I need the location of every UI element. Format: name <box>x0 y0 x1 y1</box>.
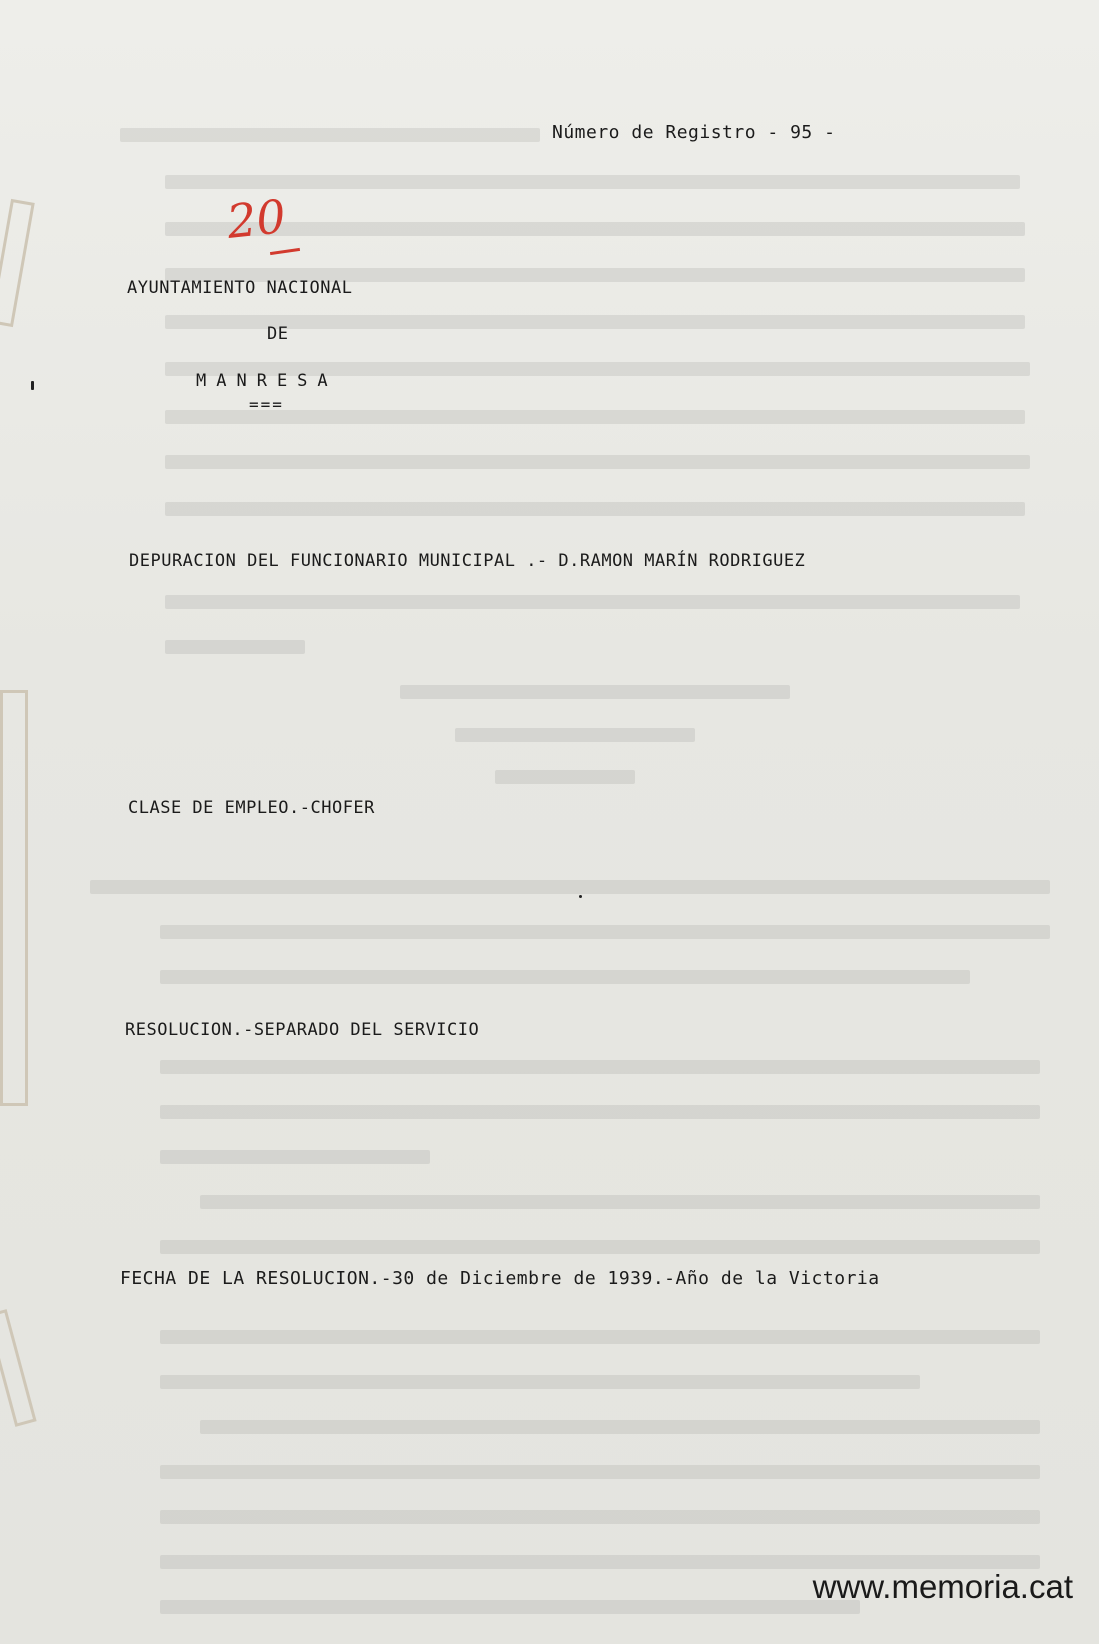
bleed-through-line <box>160 970 970 984</box>
source-watermark: www.memoria.cat <box>812 1568 1073 1605</box>
bleed-through-line <box>160 1240 1040 1254</box>
bleed-through-line <box>160 1150 430 1164</box>
resolution-date: FECHA DE LA RESOLUCION.-30 de Diciembre de 1939.-Año de la Victoria <box>120 1268 880 1289</box>
bleed-through-line <box>165 222 1025 236</box>
handwritten-annotation: 20 <box>224 189 289 249</box>
bleed-through-line <box>400 685 790 699</box>
bleed-through-line <box>165 640 305 654</box>
organization-underline: === <box>249 395 284 414</box>
annotation-underline <box>270 248 300 255</box>
organization-name: AYUNTAMIENTO NACIONAL <box>127 278 353 298</box>
bleed-through-line <box>160 1555 1040 1569</box>
binding-string <box>0 199 35 327</box>
bleed-through-line <box>200 1195 1040 1209</box>
bleed-through-line <box>160 1375 920 1389</box>
organization-connector: DE <box>267 324 289 344</box>
job-class: CLASE DE EMPLEO.-CHOFER <box>128 798 375 818</box>
binding-string <box>0 690 28 1106</box>
bleed-through-line <box>495 770 635 784</box>
bleed-through-line <box>160 1105 1040 1119</box>
bleed-through-line <box>160 1465 1040 1479</box>
bleed-through-line <box>160 925 1050 939</box>
ink-speck <box>579 895 582 898</box>
resolution: RESOLUCION.-SEPARADO DEL SERVICIO <box>125 1020 480 1040</box>
bleed-through-line <box>160 1510 1040 1524</box>
bleed-through-line <box>165 175 1020 189</box>
bleed-through-line <box>165 410 1025 424</box>
ink-speck <box>31 381 34 390</box>
bleed-through-line <box>165 502 1025 516</box>
bleed-through-line <box>200 1420 1040 1434</box>
subject-line: DEPURACION DEL FUNCIONARIO MUNICIPAL .- D.RAMON MARÍN RODRIGUEZ <box>129 551 806 571</box>
bleed-through-line <box>90 880 1050 894</box>
bleed-through-line <box>455 728 695 742</box>
bleed-through-line <box>165 315 1025 329</box>
bleed-through-line <box>160 1060 1040 1074</box>
bleed-through-line <box>120 128 540 142</box>
bleed-through-line <box>160 1330 1040 1344</box>
organization-city: MANRESA <box>196 371 338 391</box>
binding-string <box>0 1309 37 1427</box>
bleed-through-line <box>165 595 1020 609</box>
bleed-through-line <box>165 455 1030 469</box>
registry-number: Número de Registro - 95 - <box>552 122 836 143</box>
bleed-through-line <box>160 1600 860 1614</box>
